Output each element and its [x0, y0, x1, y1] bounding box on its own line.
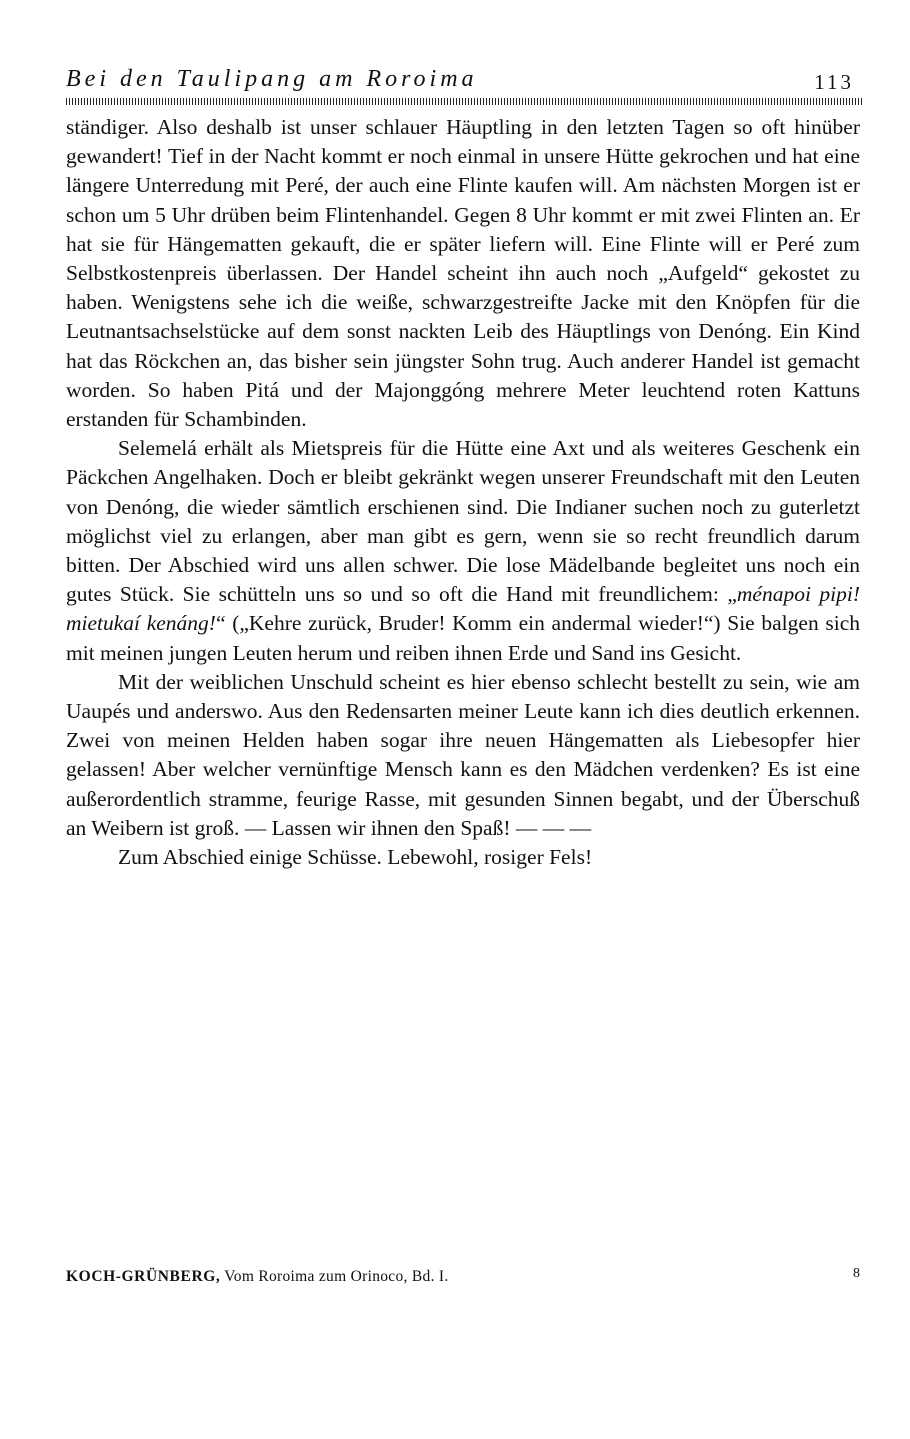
- paragraph-2: [66, 434, 860, 668]
- signature-line: [66, 1268, 449, 1286]
- signature-author: KOCH-GRÜNBERG,: [66, 1268, 221, 1285]
- paragraph-2-text-after: “ („Kehre zurück, Bruder! Komm ein andermal wieder!“) Sie balgen sich mit meinen jungen Leuten herum und reiben ihnen Erde und Sand ins Gesicht.: [66, 611, 861, 665]
- paragraph-1: ständiger. Also deshalb ist unser schlauer Häuptling in den letzten Tagen so oft hinüber gewandert! Tief in der Nacht kommt er noch einmal in unsere Hütte gekrochen und hat eine längere Unterredung mit Peré, der auch eine Flinte kaufen will. Am nächsten Morgen ist er schon um 5 Uhr drüben beim Flintenhandel. Gegen 8 Uhr kommt er mit zwei Flinten an. Er hat sie für Hängematten gekauft, die er später liefern will. Eine Flinte will er Peré zum Selbstkostenpreis überlassen. Der Handel scheint ihn auch noch „Aufgeld“ gekostet zu haben. Wenigstens sehe ich die weiße, schwarzgestreifte Jacke mit den Knöpfen für die Leutnantsachselstücke auf dem sonst nackten Leib des Häuptlings von Denóng. Ein Kind hat das Röckchen an, das bisher sein jüngster Sohn trug. Auch anderer Handel ist gemacht worden. So haben Pitá und der Majonggóng mehrere Meter leuchtend roten Kattuns erstanden für Schambinden.: [66, 115, 860, 432]
- running-head: [66, 66, 862, 96]
- paragraph-4: Zum Abschied einige Schüsse. Lebewohl, rosiger Fels!: [118, 845, 593, 870]
- running-title: Bei den Taulipang am Roroima: [66, 66, 478, 92]
- header-rule: [66, 98, 862, 105]
- body-text: [66, 113, 860, 872]
- signature-number: 8: [853, 1266, 860, 1281]
- paragraph-2-quote-italic: ménapoi pipi! mietukaí kenáng!: [66, 582, 860, 636]
- paragraph-2-text-before: Selemelá erhält als Mietspreis für die Hütte eine Axt und als weiteres Geschenk ein Päckchen Angelhaken. Doch er bleibt gekränkt wegen unserer Freundschaft mit den Leuten von Denóng, die wieder sämtlich erschienen sind. Die Indianer suchen noch zu guterletzt möglichst viel zu erlangen, aber man gibt es gern, wenn sie so recht freundlich darum bitten. Der Abschied wird uns allen schwer. Die lose Mädelbande begleitet uns noch ein gutes Stück. Sie schütteln uns so und so oft die Hand mit freundlichem: „: [66, 436, 860, 607]
- signature-book: Vom Roroima zum Orinoco, Bd. I.: [224, 1268, 449, 1285]
- footer: [66, 1268, 862, 1292]
- page-number: 113: [814, 70, 854, 94]
- paragraph-3: Mit der weiblichen Unschuld scheint es hier ebenso schlecht bestellt zu sein, wie am Uaupés und anderswo. Aus den Redensarten meiner Leute kann ich dies deutlich erkennen. Zwei von meinen Helden haben sogar ihre neuen Hängematten als Liebesopfer hier gelassen! Aber welcher vernünftige Mensch kann es den Mädchen verdenken? Es ist eine außerordentlich stramme, feurige Rasse, mit gesunden Sinnen begabt, und der Überschuß an Weibern ist groß. — Lassen wir ihnen den Spaß! — — —: [66, 669, 860, 840]
